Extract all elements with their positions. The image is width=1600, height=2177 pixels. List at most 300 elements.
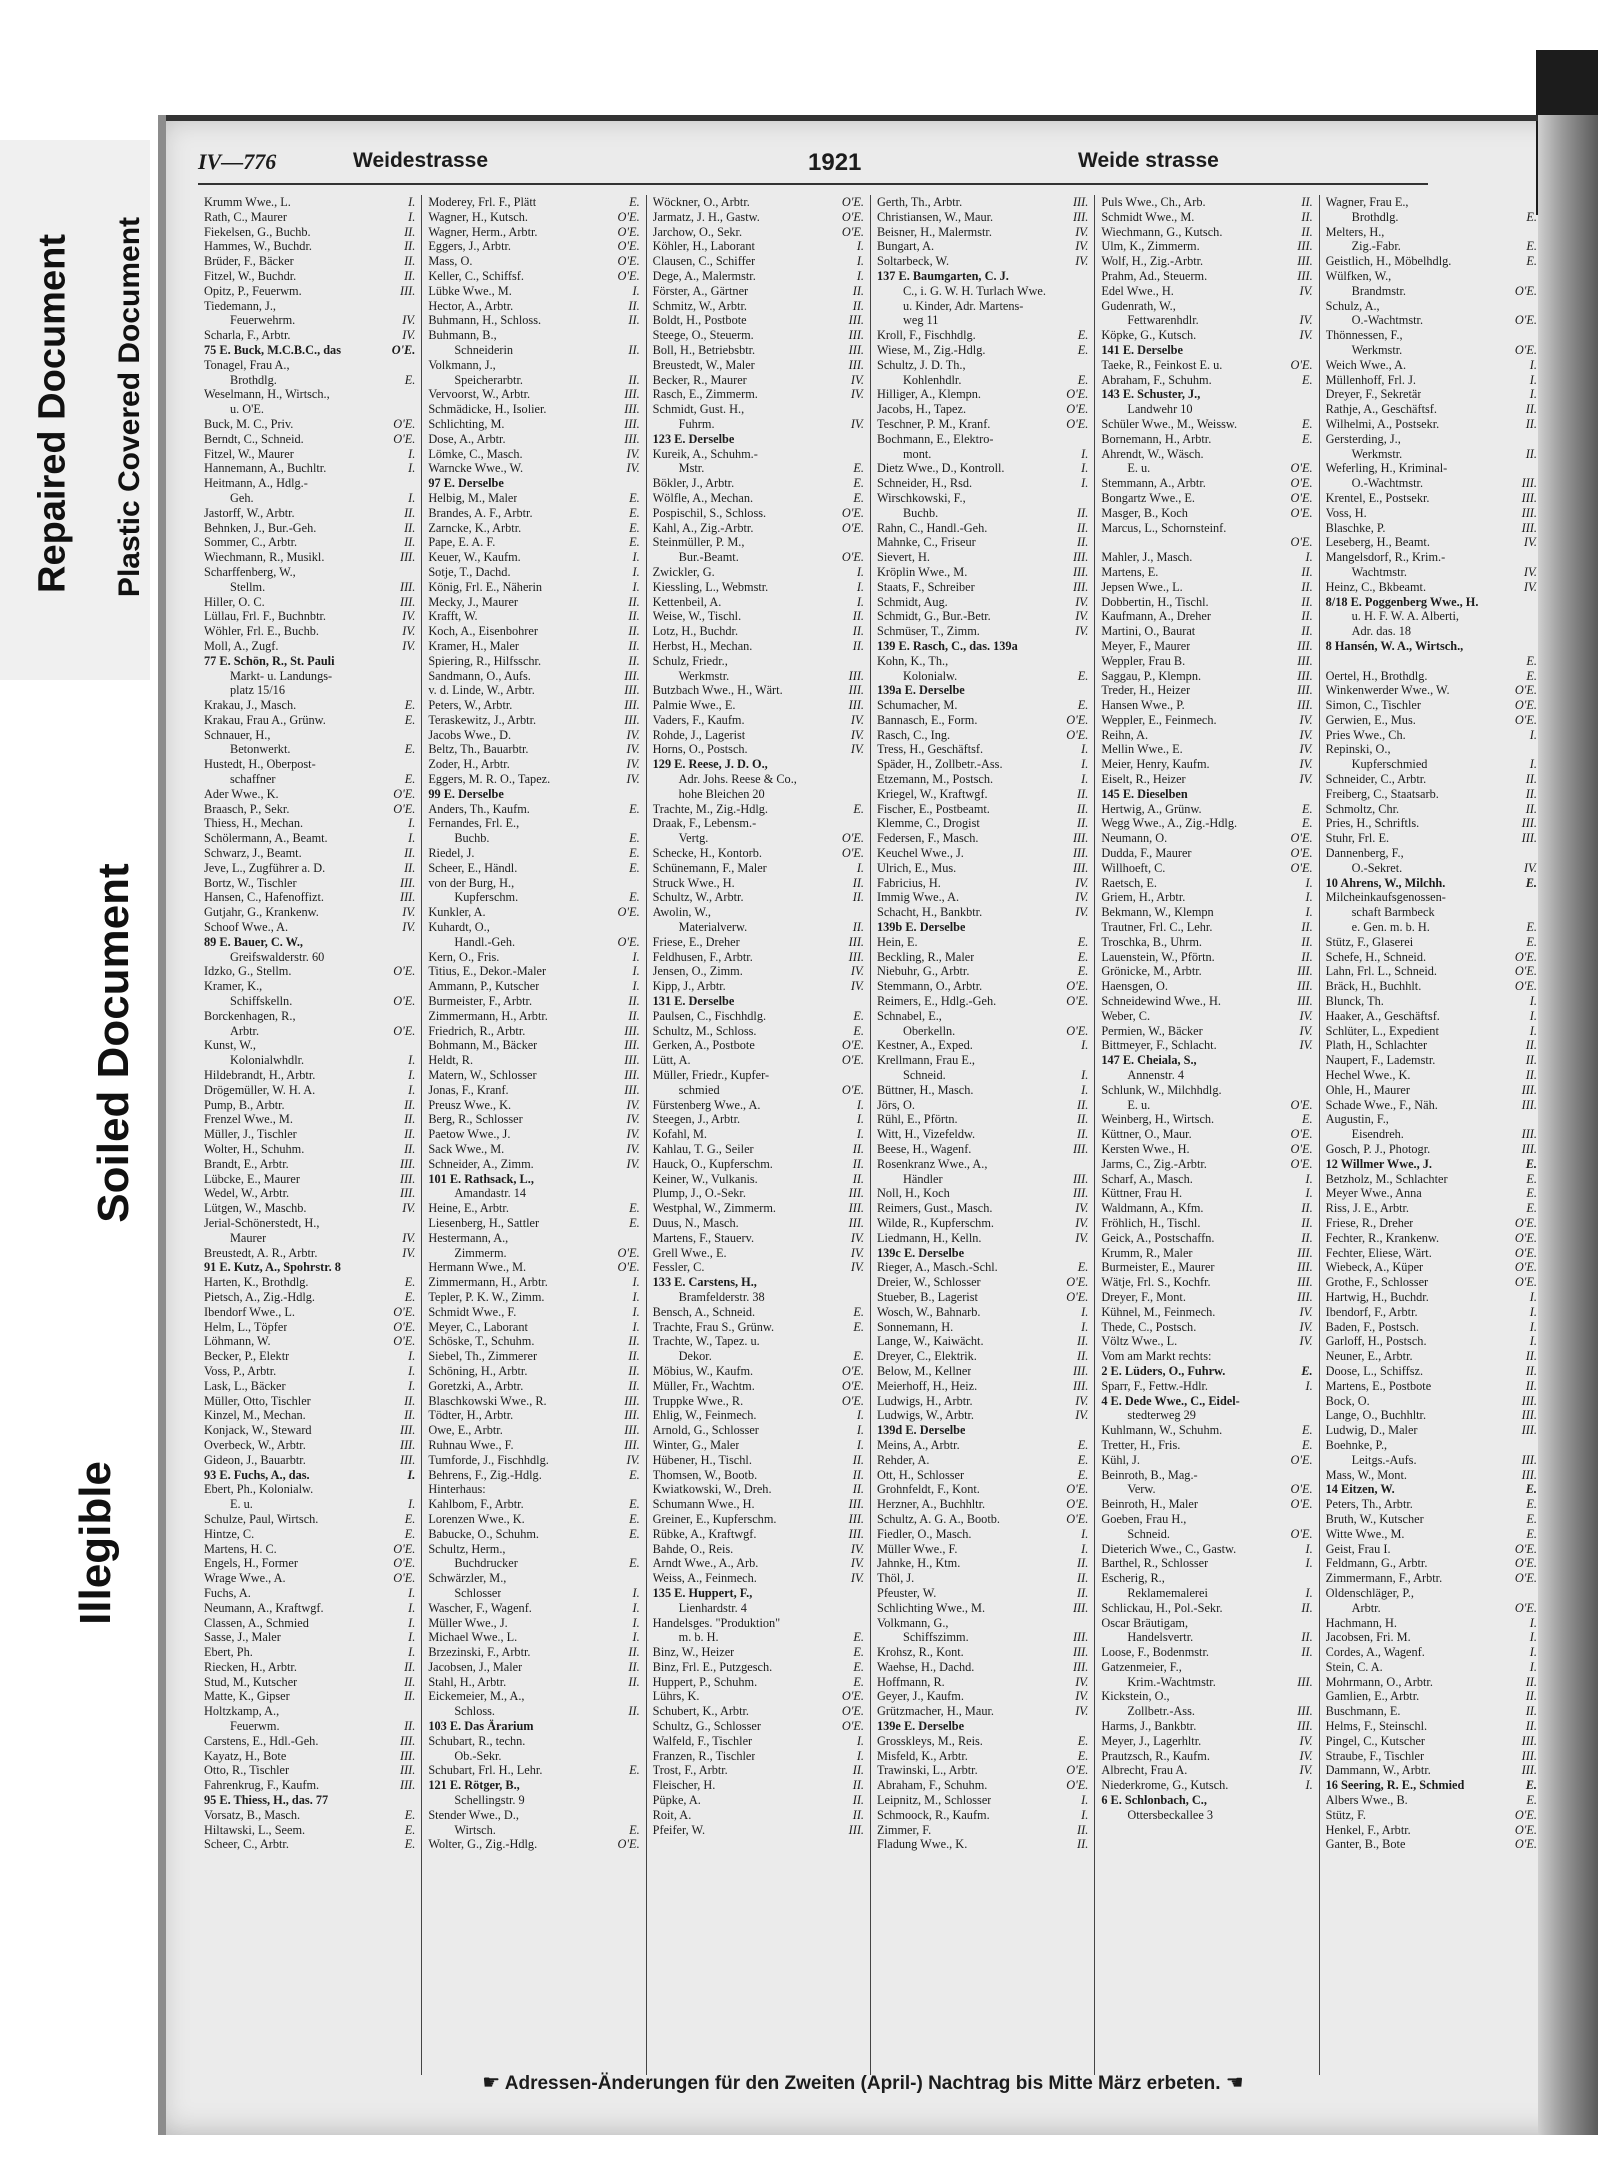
label-soiled-document: Soiled Document (89, 863, 138, 1223)
entry-name: Grönicke, M., Arbtr. (1101, 964, 1202, 979)
entry-name: Rosenkranz Wwe., A., (876, 1156, 988, 1171)
page-right-edge (1538, 115, 1598, 2135)
entry-name: Oldenschläger, P., (1325, 1585, 1414, 1600)
entry-name: Thomsen, W., Bootb. (652, 1467, 758, 1482)
entry-floor: O'E. (617, 239, 640, 254)
entry-name: Feuerwehrm. (230, 313, 296, 328)
entry-name: Schoof Wwe., A. (204, 920, 289, 935)
entry-name: Ulm, K., Zimmerm. (1101, 239, 1200, 254)
entry-floor: III. (399, 1452, 416, 1467)
entry-name: Friedrich, R., Arbtr. (428, 1023, 526, 1038)
directory-entry (204, 609, 415, 624)
entry-name: Küttner, Frau H. (1101, 1186, 1183, 1201)
entry-floor: IV. (1075, 1704, 1089, 1719)
entry-floor (636, 1231, 640, 1246)
entry-name: Schöning, H., Arbtr. (428, 1363, 528, 1378)
directory-entry (877, 890, 1088, 905)
entry-floor (411, 358, 415, 373)
directory-entry (1101, 1364, 1312, 1379)
entry-name: Moderey, Frl. F., Plätt (428, 195, 537, 209)
directory-entry (1101, 1763, 1312, 1778)
entry-floor: I. (1529, 1334, 1537, 1349)
entry-name: Goeben, Frau H., (1101, 1511, 1187, 1526)
entry-floor: E. (629, 1497, 640, 1512)
entry-name: Wätje, Frl. S., Kochfr. (1101, 1275, 1211, 1290)
entry-floor (860, 654, 864, 669)
entry-floor: II. (1077, 1556, 1089, 1571)
directory-entry (204, 1157, 415, 1172)
directory-entry (428, 772, 639, 787)
entry-name: Trawinski, L., Arbtr. (876, 1763, 978, 1778)
directory-entry (204, 1586, 415, 1601)
entry-floor: III. (624, 1082, 640, 1097)
entry-floor: IV. (626, 757, 640, 772)
directory-entry (1326, 1763, 1537, 1778)
entry-floor: III. (848, 1186, 864, 1201)
directory-entry (1101, 742, 1312, 757)
entry-floor (860, 1334, 864, 1349)
entry-floor: III. (399, 1423, 416, 1438)
directory-entry (653, 1305, 864, 1320)
entry-floor: O'E. (1514, 1541, 1537, 1556)
directory-entry (1326, 876, 1537, 891)
entry-floor: IV. (402, 1201, 416, 1216)
directory-entry (1101, 757, 1312, 772)
entry-name: e. Gen. m. b. H. (1351, 920, 1430, 935)
entry-floor: I. (1529, 372, 1537, 387)
entry-name: Grosskleys, M., Reis. (876, 1733, 983, 1748)
directory-entry (1101, 491, 1312, 506)
entry-floor (1309, 1660, 1313, 1675)
entry-floor: O'E. (1514, 1556, 1537, 1571)
entry-floor: I. (1081, 757, 1089, 772)
entry-floor: II. (1077, 1837, 1089, 1852)
entry-name: Schmidt Wwe., M. (1101, 209, 1195, 224)
entry-floor: II. (404, 1393, 416, 1408)
directory-entry (1101, 1186, 1312, 1201)
directory-entry (1326, 1157, 1537, 1172)
entry-floor: III. (399, 1186, 416, 1201)
entry-floor (1084, 1246, 1088, 1261)
directory-entry (1101, 476, 1312, 491)
entry-name: Trachte, M., Zig.-Hdlg. (652, 801, 768, 816)
directory-entry (877, 373, 1088, 388)
directory-entry (1101, 1586, 1312, 1601)
entry-name: Pries Wwe., Ch. (1325, 727, 1406, 742)
entry-name: Preusz Wwe., K. (428, 1097, 512, 1112)
entry-name: Handelsvertr. (1127, 1630, 1194, 1645)
directory-entry (428, 550, 639, 565)
entry-name: Geist, Frau I. (1325, 1541, 1391, 1556)
entry-name: Mahler, J., Masch. (1101, 550, 1193, 565)
entry-floor: I. (632, 964, 640, 979)
directory-entry (428, 1586, 639, 1601)
directory-entry (1101, 1423, 1312, 1438)
directory-entry (204, 1630, 415, 1645)
entry-floor: IV. (1075, 1230, 1089, 1245)
entry-floor: III. (1297, 1704, 1313, 1719)
entry-name: Berg, R., Schlosser (428, 1112, 523, 1127)
entry-name: Steege, O., Steuerm. (652, 328, 754, 343)
directory-entry (1326, 1645, 1537, 1660)
entry-name (1326, 654, 1352, 669)
entry-floor: I. (856, 579, 864, 594)
entry-name: Bramfelderstr. 38 (678, 1289, 765, 1304)
entry-floor: O'E. (1066, 387, 1089, 402)
entry-floor: O'E. (617, 268, 640, 283)
entry-floor: I. (856, 1112, 864, 1127)
entry-name: Federsen, F., Masch. (876, 831, 979, 846)
entry-floor: III. (1072, 846, 1089, 861)
entry-name: Meierhoff, H., Heiz. (876, 1378, 978, 1393)
directory-entry (204, 1645, 415, 1660)
entry-name: v. d. Linde, W., Arbtr. (428, 683, 535, 698)
entry-name: Winter, G., Maler (652, 1437, 740, 1452)
entry-name: 141 E. Derselbe (1101, 342, 1183, 357)
directory-entry (1101, 639, 1312, 654)
entry-floor: O'E. (1066, 727, 1089, 742)
entry-floor: IV. (850, 712, 864, 727)
entry-floor: IV. (402, 905, 416, 920)
directory-entry (1101, 713, 1312, 728)
directory-entry (653, 1334, 864, 1349)
directory-entry (204, 432, 415, 447)
entry-floor: II. (1077, 535, 1089, 550)
directory-entry (428, 565, 639, 580)
entry-name: Misfeld, K., Arbtr. (876, 1748, 968, 1763)
entry-name: Schünemann, F., Maler (652, 860, 767, 875)
entry-name: Pingel, C., Kutscher (1325, 1733, 1426, 1748)
directory-entry (1326, 654, 1537, 669)
directory-entry (428, 210, 639, 225)
entry-name: Bornemann, H., Arbtr. (1101, 431, 1212, 446)
entry-floor (636, 1542, 640, 1557)
entry-floor: O'E. (841, 831, 864, 846)
entry-floor (1084, 920, 1088, 935)
entry-floor: IV. (1075, 594, 1089, 609)
entry-name: Neuner, E., Arbtr. (1325, 1349, 1413, 1364)
entry-floor (411, 476, 415, 491)
entry-floor (860, 787, 864, 802)
entry-floor: I. (632, 550, 640, 565)
directory-entry (1326, 1586, 1537, 1601)
page-top-edge (158, 115, 1598, 121)
entry-name: Jarmatz, J. H., Gastw. (652, 209, 760, 224)
entry-name: Wilde, R., Kupferschm. (876, 1215, 994, 1230)
directory-entry (877, 1127, 1088, 1142)
entry-name: Albrecht, Frau A. (1101, 1763, 1188, 1778)
entry-floor: III. (624, 431, 640, 446)
entry-name: Raetsch, E. (1101, 875, 1157, 890)
entry-floor: O'E. (391, 342, 416, 357)
entry-floor: III. (1521, 1423, 1537, 1438)
entry-name: Teschner, P. M., Kranf. (876, 416, 991, 431)
directory-entry (428, 1630, 639, 1645)
entry-floor: III. (848, 668, 864, 683)
entry-name: Herbst, H., Mechan. (652, 638, 753, 653)
entry-name: Arbtr. (1351, 1600, 1381, 1615)
entry-name: Pfeuster, W. (876, 1585, 937, 1600)
directory-entry (1101, 624, 1312, 639)
entry-floor (1309, 1468, 1313, 1483)
entry-name: Weppler, E., Feinmech. (1101, 712, 1217, 727)
entry-floor: O'E. (841, 1038, 864, 1053)
entry-floor: O'E. (1066, 712, 1089, 727)
entry-floor: I. (408, 195, 416, 209)
directory-entry (1101, 816, 1312, 831)
directory-entry (877, 343, 1088, 358)
directory-entry (1326, 1038, 1537, 1053)
entry-floor: E. (629, 860, 640, 875)
directory-entry (1101, 343, 1312, 358)
directory-entry (1101, 1675, 1312, 1690)
directory-entry (653, 742, 864, 757)
directory-entry (877, 994, 1088, 1009)
entry-name: Rieger, A., Masch.-Schl. (876, 1260, 998, 1275)
directory-entry (877, 905, 1088, 920)
directory-entry (1326, 1349, 1537, 1364)
entry-name: Hechel Wwe., K. (1325, 1068, 1411, 1083)
entry-name: Dudda, F., Maurer (1101, 846, 1192, 861)
entry-floor: I. (856, 594, 864, 609)
directory-entry (204, 387, 415, 402)
entry-floor: II. (1077, 786, 1089, 801)
directory-entry (877, 624, 1088, 639)
entry-floor: III. (399, 550, 416, 565)
directory-entry (1101, 1334, 1312, 1349)
entry-name: Schneider, H., Rsd. (876, 476, 973, 491)
directory-entry (877, 491, 1088, 506)
entry-name: Eiselt, R., Heizer (1101, 772, 1186, 787)
entry-name: Schultz, M., Schloss. (652, 1023, 757, 1038)
entry-floor: III. (1297, 1275, 1313, 1290)
directory-entry (877, 787, 1088, 802)
directory-entry (877, 802, 1088, 817)
directory-entry (428, 1098, 639, 1113)
entry-name: Lahn, Frl. L., Schneid. (1325, 964, 1437, 979)
entry-name: Wagner, Frau E., (1325, 195, 1409, 209)
entry-name: Sandmann, O., Aufs. (428, 668, 531, 683)
entry-name: Maurer (230, 1230, 267, 1245)
entry-name: Riedel, J. (428, 846, 475, 861)
entry-floor: O'E. (1514, 1822, 1537, 1837)
directory-entry (204, 1542, 415, 1557)
entry-floor: IV. (402, 1230, 416, 1245)
directory-entry (1101, 846, 1312, 861)
entry-name: Kickstein, O., (1101, 1689, 1170, 1704)
directory-entry (1326, 1837, 1537, 1852)
directory-entry (877, 1645, 1088, 1660)
entry-name: Volkmann, J., (428, 357, 496, 372)
entry-name: Fessler, C. (652, 1260, 705, 1275)
entry-floor: E. (1525, 1156, 1537, 1171)
directory-entry (1101, 580, 1312, 595)
entry-name: 147 E. Cheiala, S., (1101, 1053, 1197, 1068)
directory-entry (653, 1379, 864, 1394)
entry-floor (1309, 1349, 1313, 1364)
directory-entry (428, 802, 639, 817)
entry-name: Späder, H., Zollbetr.-Ass. (876, 757, 1003, 772)
directory-entry (204, 580, 415, 595)
entry-floor: III. (399, 594, 416, 609)
directory-entry (1101, 950, 1312, 965)
entry-floor: IV. (1075, 1393, 1089, 1408)
entry-name: Kuhlmann, W., Schuhm. (1101, 1423, 1223, 1438)
entry-name: Stahl, H., Arbtr. (428, 1674, 507, 1689)
directory-entry (1326, 816, 1537, 831)
directory-entry (877, 920, 1088, 935)
entry-floor: E. (1525, 875, 1537, 890)
entry-name: Kramer, H., Maler (428, 638, 519, 653)
entry-name: Volkmann, G., (876, 1615, 949, 1630)
directory-entry (877, 461, 1088, 476)
entry-floor (411, 1793, 415, 1808)
entry-floor: III. (1297, 653, 1313, 668)
entry-name: Babucke, O., Schuhm. (428, 1526, 539, 1541)
entry-name: Harten, K., Brothdlg. (204, 1275, 309, 1290)
directory-entry (428, 698, 639, 713)
entry-floor: O'E. (1290, 1526, 1313, 1541)
directory-entry (1101, 1453, 1312, 1468)
entry-name: Prautzsch, R., Kaufm. (1101, 1748, 1210, 1763)
directory-entry (204, 1704, 415, 1719)
entry-floor: II. (1301, 624, 1313, 639)
directory-entry (428, 1453, 639, 1468)
directory-entry (1326, 580, 1537, 595)
entry-name: Lütt, A. (652, 1053, 691, 1068)
entry-name: Wöckner, O., Arbtr. (652, 195, 750, 209)
entry-floor (1309, 1068, 1313, 1083)
entry-name: 139e E. Derselbe (876, 1719, 965, 1734)
entry-name: Becker, P., Elektr (204, 1349, 290, 1364)
entry-name: O.-Wachtmstr. (1351, 313, 1424, 328)
entry-floor: O'E. (1290, 1127, 1313, 1142)
entry-floor: E. (853, 801, 864, 816)
entry-name: Ebert, Ph., Kolonialw. (204, 1482, 314, 1497)
entry-floor: IV. (1075, 890, 1089, 905)
entry-name: Melters, H., (1325, 224, 1385, 239)
entry-name: Friese, R., Dreher (1325, 1215, 1414, 1230)
directory-entry (1326, 254, 1537, 269)
entry-name: Henkel, F., Arbtr. (1325, 1822, 1411, 1837)
entry-floor: O'E. (393, 1319, 416, 1334)
directory-entry (1326, 624, 1537, 639)
entry-floor (1084, 1157, 1088, 1172)
entry-name: Schultz, A. G. A., Bootb. (876, 1511, 1000, 1526)
entry-name: 89 E. Bauer, C. W., (204, 934, 303, 949)
directory-entry (428, 1497, 639, 1512)
entry-name: Kupferschm. (454, 890, 519, 905)
directory-entry (428, 1172, 639, 1187)
directory-entry (653, 950, 864, 965)
directory-entry (1326, 1231, 1537, 1246)
entry-name: Dannenberg, F., (1325, 846, 1404, 861)
entry-name: Möbius, W., Kaufm. (652, 1363, 754, 1378)
entry-floor: E. (404, 772, 416, 787)
entry-name: Krumm, R., Maler (1101, 1245, 1193, 1260)
entry-floor (1084, 1009, 1088, 1024)
entry-name: Krakau, J., Masch. (204, 698, 297, 713)
entry-floor: I. (1305, 1171, 1313, 1186)
directory-entry (204, 1527, 415, 1542)
directory-entry (428, 1734, 639, 1749)
entry-floor: I. (1081, 772, 1089, 787)
entry-name: Leipnitz, M., Schlosser (876, 1793, 992, 1808)
entry-floor: II. (1525, 446, 1537, 461)
directory-entry (1326, 195, 1537, 210)
entry-floor: IV. (1299, 283, 1313, 298)
directory-entry (428, 609, 639, 624)
directory-entry (653, 1808, 864, 1823)
entry-floor: IV. (850, 1230, 864, 1245)
entry-name: Ottersbeckallee 3 (1127, 1807, 1214, 1822)
entry-name: Köhler, H., Laborant (652, 239, 755, 254)
entry-name: Rathje, A., Geschäftsf. (1325, 402, 1437, 417)
street-title-left: Weidestrasse (353, 149, 489, 172)
entry-floor: I. (1529, 1615, 1537, 1630)
entry-floor: II. (628, 1704, 640, 1719)
directory-entry (428, 624, 639, 639)
entry-name: Eggers, J., Arbtr. (428, 239, 511, 254)
directory-entry (653, 624, 864, 639)
entry-name: Schulze, Paul, Wirtsch. (204, 1511, 319, 1526)
directory-entry (1326, 210, 1537, 225)
entry-floor: II. (628, 1349, 640, 1364)
directory-entry (653, 461, 864, 476)
entry-floor: III. (1072, 1659, 1089, 1674)
directory-entry (204, 343, 415, 358)
entry-floor: II. (852, 1142, 864, 1156)
entry-floor (860, 402, 864, 417)
directory-entry (653, 1083, 864, 1098)
entry-floor: I. (1081, 1082, 1089, 1097)
entry-floor: II. (404, 1127, 416, 1142)
entry-floor: O'E. (841, 550, 864, 565)
entry-floor: E. (404, 742, 416, 757)
entry-name: Hauck, O., Kupferschm. (652, 1156, 773, 1171)
entry-name: Schmidt, Gust. H., (652, 402, 745, 417)
directory-entry (1101, 1719, 1312, 1734)
entry-floor: III. (1521, 1393, 1537, 1408)
entry-floor: III. (1521, 490, 1537, 505)
entry-floor: II. (404, 224, 416, 239)
entry-name: Trost, F., Arbtr. (652, 1763, 728, 1778)
directory-entry (1101, 387, 1312, 402)
entry-floor: IV. (626, 446, 640, 461)
directory-entry (428, 1320, 639, 1335)
directory-entry (428, 861, 639, 876)
entry-name: Wegg Wwe., A., Zig.-Hdlg. (1101, 816, 1238, 831)
directory-entry (428, 1438, 639, 1453)
directory-entry (653, 254, 864, 269)
directory-entry (1101, 935, 1312, 950)
entry-floor: IV. (1299, 772, 1313, 787)
directory-entry (877, 1793, 1088, 1808)
entry-name: Sotje, T., Dachd. (428, 564, 511, 579)
entry-floor: E. (629, 195, 640, 209)
directory-entry (204, 313, 415, 328)
entry-floor: E. (1526, 920, 1537, 935)
entry-floor: II. (628, 1378, 640, 1393)
entry-name: Hansen, C., Hafenoffizt. (204, 890, 324, 905)
directory-entry (653, 802, 864, 817)
directory-entry (428, 1142, 639, 1157)
entry-floor (1309, 1689, 1313, 1704)
directory-entry (1326, 1601, 1537, 1616)
entry-name: 8 Hansén, W. A., Wirtsch., (1325, 638, 1464, 653)
directory-entry (877, 979, 1088, 994)
entry-floor: IV. (850, 1245, 864, 1260)
